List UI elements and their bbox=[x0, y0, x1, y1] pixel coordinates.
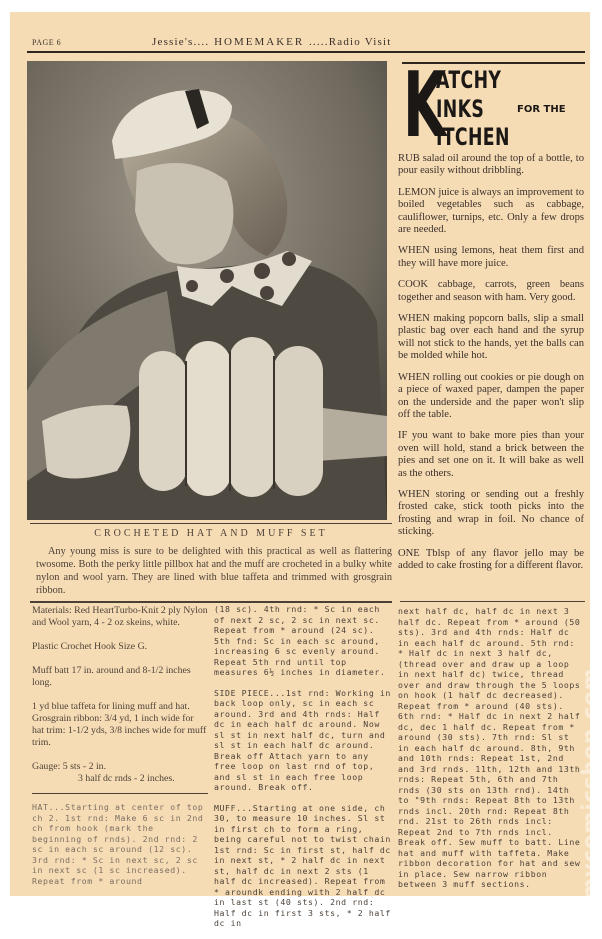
tip-item: WHEN storing or sending out a freshly frosted cake, stick tooth picks into the frosting and wrap in foil. No chance of sticking. bbox=[398, 488, 584, 538]
muff-section bbox=[229, 337, 275, 497]
heading-line-inks: INKS bbox=[436, 95, 485, 123]
gauge-text bbox=[32, 761, 208, 785]
left-hand bbox=[42, 405, 130, 479]
publication-title-part2: HOMEMAKER bbox=[214, 36, 305, 48]
collar-dot bbox=[254, 263, 270, 279]
caption-top-rule bbox=[30, 523, 392, 524]
publication-title-part1: Jessie's.... bbox=[152, 36, 210, 48]
page-number: PAGE 6 bbox=[32, 38, 62, 47]
heading-line-atchy: ATCHY bbox=[436, 66, 502, 94]
tip-item: WHEN rolling out cookies or pie dough on a piece of waxed paper, dampen the paper on the underside and the paper won't slip off the table. bbox=[398, 371, 584, 420]
hook-text: Plastic Crochet Hook Size G. bbox=[32, 641, 148, 652]
muff-instructions-continued: next half dc, half dc in next 3 half dc. Repeat from * around (50 sts). 3rd and 4th rnds: Half dc in each half dc around. 5th rnd: * Half dc in next 3 half dc, (thread over and draw up a loop in next half dc) twice, thread over and draw through the 5 loops on hook (1 half dc decreased). Repeat from * around (40 sts). 6th rnd: * Half dc in next 2 half dc, dec 1 half dc. Repeat from * around (30 sts). 7th rnd: Sl st in each half dc around. 8th, 9th and 10th rnds: Repeat 1st, 2nd and 3rd rnds. 11th, 12th and 13th rnds: Repeat 5th, 6th and 7th rnds (30 sts on 13th rnd). 14th to "9th rnds: Repeat 8th to 13th rnds incl. 20th rnd: Repeat 8th rnd. 21st to 26th rnds incl: Repeat 2nd to 7th rnds incl. Break off. Sew muff to batt. Line hat and muff with taffeta. Make ribbon decoration for hat and sew in place. Sew narrow ribbon between 3 muff sections. bbox=[398, 606, 581, 889]
tip-item: RUB salad oil around the top of a bottle, to pour easily without dribbling. bbox=[398, 153, 584, 177]
muff-instructions: MUFF...Starting at one side, ch 30, to measure 10 inches. Sl st in first ch to form a ring, being careful not to twist chain 1st rnd: Sc in first st, half dc in next st, * 2 half dc in next st, half dc in next 2 sts (1 half dc increased). Repeat from * aroundk ending with 2 half dc in last st (40 sts). 2nd rnd: Half dc in first 3 sts, * 2 half dc in bbox=[214, 802, 391, 928]
heading-for-the: FOR THE bbox=[517, 104, 566, 115]
heading-line-itchen: ITCHEN bbox=[436, 123, 510, 151]
muff-section bbox=[185, 341, 231, 496]
instructions-column-2 bbox=[214, 604, 392, 939]
hat-instructions-start: HAT...Starting at center of top ch 2. 1st rnd: Make 6 sc in 2nd ch from hook (mark the beginning of rnds). 2nd rnd: 2 sc in each sc around (12 sc). 3rd rnd: * Sc in next sc, 2 sc in next sc (1 sc increased). Repeat from * around bbox=[32, 802, 204, 886]
tips-bottom-rule bbox=[400, 601, 585, 602]
heading-big-k: K bbox=[403, 53, 447, 158]
tip-item: LEMON juice is always an improvement to boiled vegetables such as cabbage, cauliflower, turnips, etc. Only a few drops are needed. bbox=[398, 186, 584, 236]
publication-title-part3: .....Radio Visit bbox=[308, 36, 392, 48]
hat-instructions-continued: (18 sc). 4th rnd: * Sc in each of next 2 sc, 2 sc in next sc. Repeat from * around (24 sc). 5th fnd: Sc in each sc around, increasing 6 sc evenly around. Repeat 5th rnd until top measures 6½ inches in diameter. bbox=[214, 604, 386, 677]
materials-column bbox=[32, 605, 208, 785]
collar-dot bbox=[220, 269, 234, 283]
collar-dot bbox=[260, 286, 274, 300]
hat-and-muff-photo bbox=[27, 61, 387, 520]
gauge-rounds: 3 half dc rnds - 2 inches. bbox=[78, 773, 175, 784]
materials-text: Materials: Red HeartTurbo-Knit 2 ply Nylon and Wool yarn, 4 - 2 oz skeins, white. bbox=[32, 605, 208, 628]
tip-item: ONE Tblsp of any flavor jello may be added to cake frosting for a different flavor. bbox=[398, 547, 584, 571]
muff-section bbox=[273, 346, 323, 496]
photo-illustration bbox=[27, 61, 387, 520]
materials-rule bbox=[32, 793, 208, 794]
taffeta-text: 1 yd blue taffeta for lining muff and hat. bbox=[32, 701, 190, 712]
article-intro: Any young miss is sure to be delighted with this practical as well as flattering twosome. Both the perky little pillbox hat and the muff are crocheted in a bulky white nylon and wool yarn. They are lined with blue taffeta and trimmed with grosgrain ribbon. bbox=[36, 546, 392, 596]
side-piece-instructions: SIDE PIECE...1st rnd: Working in back loop only, sc in each sc around. 3rd and 4th rnds: Half dc in each half dc around. Now sl st in next half dc, turn and sl st in each half dc around. Break off Attach yarn to any free loop on last rnd of top, and sl st in each free loop around. Break off. bbox=[214, 687, 391, 792]
tip-item: WHEN using lemons, heat them first and they will have more juice. bbox=[398, 245, 584, 269]
collar-dot bbox=[186, 280, 198, 292]
tip-item: COOK cabbage, carrots, green beans together and season with ham. Very good. bbox=[398, 279, 584, 303]
tip-item: IF you want to bake more pies than your oven will hold, stand a brick between the pies and set one on it. It will bake as well as the others. bbox=[398, 430, 584, 479]
muff-section bbox=[139, 351, 187, 491]
gauge-stitches: Gauge: 5 sts - 2 in. bbox=[32, 761, 107, 772]
batt-text: Muff batt 17 in. around and 8-1/2 inches long. bbox=[32, 665, 191, 688]
kitchen-tips-list bbox=[398, 153, 584, 581]
article-title: CROCHETED HAT AND MUFF SET bbox=[94, 528, 328, 539]
page-header bbox=[32, 36, 582, 50]
ribbon-text: Grosgrain ribbon: 3/4 yd, 1 inch wide for hat trim: 1-1/2 yds, 3/8 inches wide for muff trim. bbox=[32, 713, 207, 748]
header-rule bbox=[27, 51, 585, 53]
tip-item: WHEN making popcorn balls, slip a small plastic bag over each hand and the syrup will not stick to the hands, yet the balls can be molded while hot. bbox=[398, 313, 584, 362]
publication-title bbox=[152, 36, 391, 48]
caption-bottom-rule bbox=[30, 601, 392, 603]
watermark: mycomicshop.com bbox=[578, 667, 602, 900]
katchy-kinks-heading bbox=[403, 53, 588, 158]
collar-dot bbox=[282, 252, 296, 266]
